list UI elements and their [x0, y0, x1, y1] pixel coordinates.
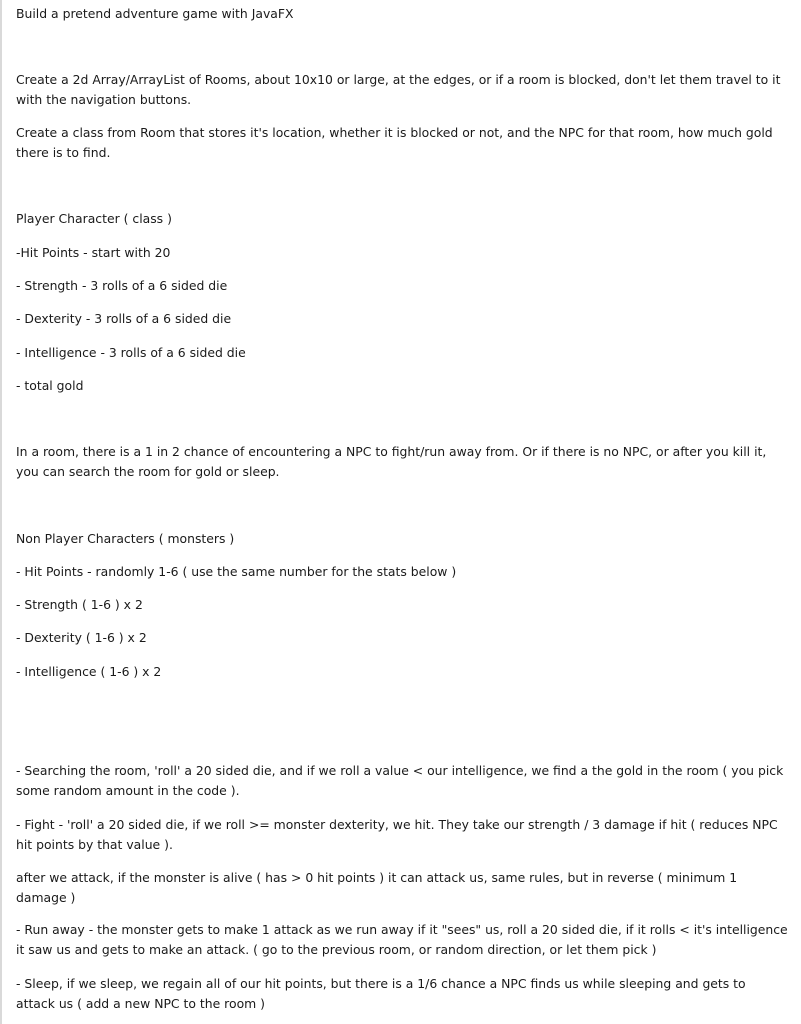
counter-attack-paragraph: after we attack, if the monster is alive ( has > 0 hit points ) it can attack us, same rules, but in reverse ( minimum 1 damage ) [16, 870, 738, 905]
npc-dexterity: - Dexterity ( 1-6 ) x 2 [16, 630, 147, 645]
rooms-paragraph-1: Create a 2d Array/ArrayList of Rooms, about 10x10 or large, at the edges, or if a room is blocked, don't let them travel to it with the navigation buttons. [16, 72, 781, 107]
room-encounter-paragraph: In a room, there is a 1 in 2 chance of encountering a NPC to fight/run away from. Or if there is no NPC, or after you kill it, you can search the room for gold or sleep. [16, 444, 767, 479]
player-hit-points: -Hit Points - start with 20 [16, 245, 171, 260]
fight-rule-paragraph: - Fight - 'roll' a 20 sided die, if we roll >= monster dexterity, we hit. They take our strength / 3 damage if hit ( reduces NPC hit points by that value ). [16, 817, 778, 852]
player-strength: - Strength - 3 rolls of a 6 sided die [16, 278, 228, 293]
npc-hit-points: - Hit Points - randomly 1-6 ( use the same number for the stats below ) [16, 564, 457, 579]
player-character-heading: Player Character ( class ) [16, 211, 172, 226]
player-dexterity: - Dexterity - 3 rolls of a 6 sided die [16, 311, 232, 326]
npc-heading: Non Player Characters ( monsters ) [16, 531, 235, 546]
page-left-border [0, 0, 2, 1024]
player-total-gold: - total gold [16, 378, 84, 393]
npc-strength: - Strength ( 1-6 ) x 2 [16, 597, 143, 612]
search-rule-paragraph: - Searching the room, 'roll' a 20 sided die, and if we roll a value < our intelligence, we find a the gold in the room ( you pick some random amount in the code ). [16, 763, 784, 798]
rooms-paragraph-2: Create a class from Room that stores it's location, whether it is blocked or not, and the NPC for that room, how much gold there is to find. [16, 125, 773, 160]
sleep-rule-paragraph: - Sleep, if we sleep, we regain all of our hit points, but there is a 1/6 chance a NPC finds us while sleeping and gets to attack us ( add a new NPC to the room ) [16, 976, 746, 1011]
run-away-paragraph: - Run away - the monster gets to make 1 attack as we run away if it "sees" us, roll a 20 sided die, if it rolls < it's intelligence it saw us and gets to make an attack. ( go to the previous room, or random direction, or let them pick ) [16, 922, 788, 957]
player-intelligence: - Intelligence - 3 rolls of a 6 sided die [16, 345, 246, 360]
npc-intelligence: - Intelligence ( 1-6 ) x 2 [16, 664, 162, 679]
document-title: Build a pretend adventure game with JavaFX [16, 6, 294, 21]
